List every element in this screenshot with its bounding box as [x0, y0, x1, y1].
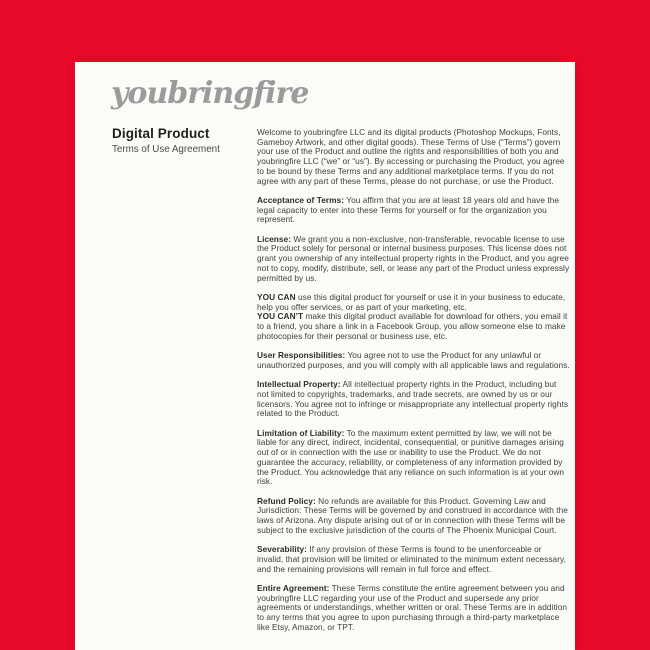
terms-document-card [75, 62, 575, 650]
terms-paragraph: Limitation of Liability: To the maximum extent permitted by law, we will not be liable for any direct, indirect, incidental, consequential, or punitive damages arising out of or in connection with the use or inability to use the Product. We do not guarantee the accuracy, reliability, or completeness of any information provided by the Product. You acknowledge that any reliance on such information is at your own risk. [257, 427, 565, 487]
terms-paragraph: Welcome to youbringfire LLC and its digital products (Photoshop Mockups, Fonts, Gameboy Artwork, and other digital goods). These Terms of Use (“Terms”) govern your use of the Product and outline the rights and responsibilities of both you and youbringfire LLC (“we” or “us”). By accessing or purchasing the Product, you agree to be bound by these Terms and any additional marketplace terms. If you do not agree with any part of these Terms, please do not purchase, or use the Product. [257, 127, 565, 186]
page-subtitle: Terms of Use Agreement [112, 144, 220, 155]
terms-paragraphs [257, 128, 570, 642]
terms-paragraph: User Responsibilities: You agree not to use the Product for any unlawful or unauthorized purposes, and you will comply with all applicable laws and regulations. [257, 350, 570, 370]
terms-paragraph: Entire Agreement: These Terms constitute the entire agreement between you and youbringfire LLC regarding your use of the Product and supersede any prior agreements or understandings, whether written or oral. These Terms are in addition to any terms that you agree to upon purchasing through a third-party marketplace like Etsy, Amazon, or TPT. [257, 582, 568, 632]
terms-paragraph: Acceptance of Terms: You affirm that you are at least 18 years old and have the legal capacity to enter into these Terms for yourself or for the organization you represent. [257, 194, 560, 225]
terms-paragraph: Refund Policy: No refunds are available for this Product. Governing Law and Jurisdiction: These Terms will be governed by and construed in accordance with the laws of Arizona. Any dispute arising out of or in connection with these Terms will be subject to the exclusive jurisdiction of the courts of The Phoenix Municipal Court. [257, 495, 568, 535]
terms-paragraph: YOU CAN use this digital product for yourself or use it in your business to educate, help you offer services, or as part of your marketing, etc. YOU CAN’T make this digital product available for download for others, you email it to a friend, you share a link in a Facebook Group, you allow someone else to make photocopies for their personal or business use, etc. [257, 291, 568, 341]
page-title: Digital Product [112, 126, 210, 141]
terms-paragraph: License: We grant you a non-exclusive, non-transferable, revocable license to use the Product solely for personal or internal business purposes. This license does not grant you ownership of any intellectual property rights in the Product, and you agree not to copy, modify, distribute, sell, or lease any part of the Product unless expressly permitted by us. [257, 233, 570, 283]
document-header [112, 126, 247, 155]
youbringfire-logo: youbringfire [111, 76, 309, 111]
terms-paragraph: Severability: If any provision of these Terms is found to be unenforceable or invalid, that provision will be limited or eliminated to the minimum extent necessary, and the remaining provisions will remain in full force and effect. [257, 544, 566, 574]
terms-paragraph: Intellectual Property: All intellectual property rights in the Product, including but not limited to copyrights, trademarks, and trade secrets, are owned by us or our licensors. You agree not to infringe or misappropriate any intellectual property rights related to the Product. [257, 379, 569, 419]
